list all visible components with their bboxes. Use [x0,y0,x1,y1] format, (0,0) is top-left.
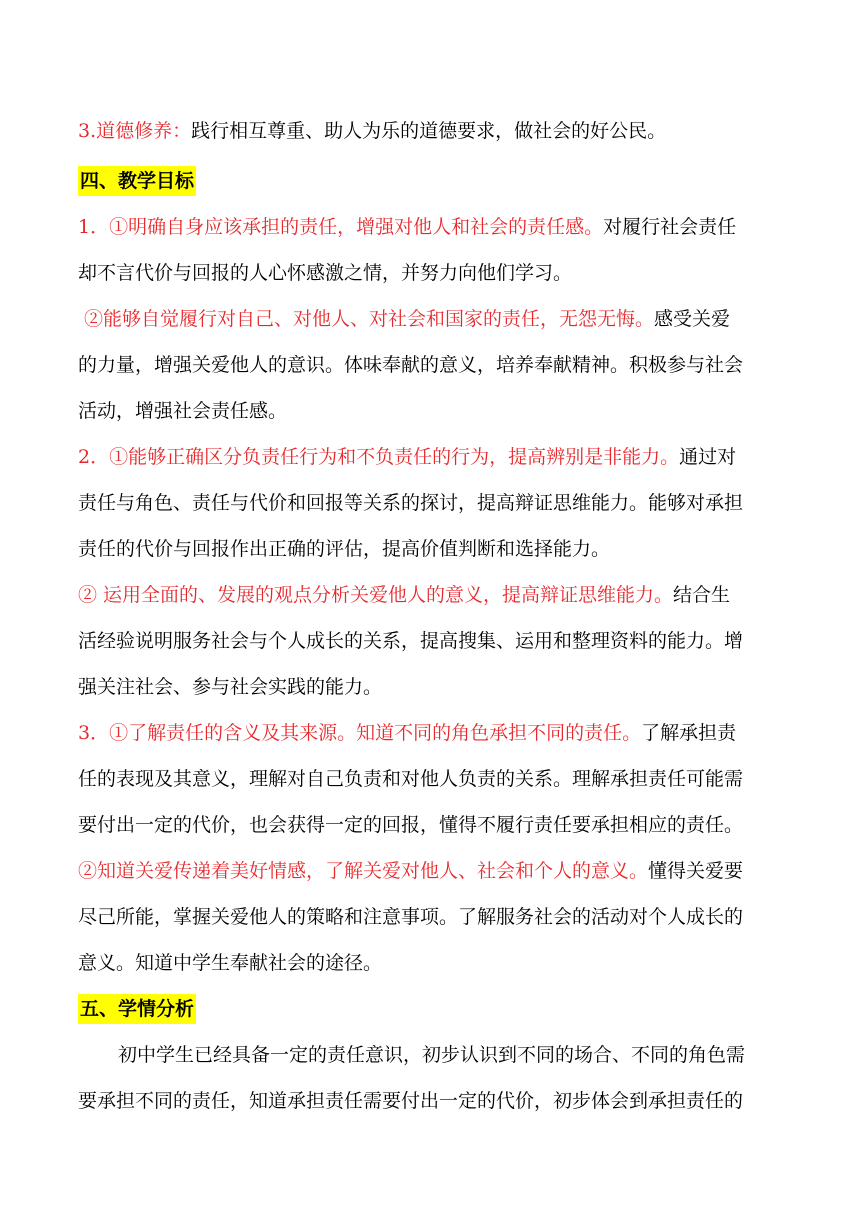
moral-cultivation-text: 践行相互尊重、助人为乐的道德要求，做社会的好公民。 [191,120,667,142]
analysis-line2: 要承担不同的责任，知道承担责任需要付出一定的代价，初步体会到承担责任的 [78,1090,744,1112]
analysis-line1: 初中学生已经具备一定的责任意识，初步认识到不同的场合、不同的角色需 [118,1044,746,1066]
moral-cultivation-label: 3.道德修养： [78,120,192,142]
goal3-line3: 要付出一定的代价，也会获得一定的回报，懂得不履行责任要承担相应的责任。 [78,814,744,836]
goal1-a-black: 对履行社会责任 [603,216,737,238]
goal2-b-red: ② 运用全面的、发展的观点分析关爱他人的意义，提高辩证思维能力。 [78,584,674,606]
goal2-b-black: 结合生 [673,584,731,606]
document-page [78,108,784,1124]
goal2-line2: 责任与角色、责任与代价和回报等关系的探讨，提高辩证思维能力。能够对承担 [78,492,744,514]
goal2-line6: 强关注社会、参与社会实践的能力。 [78,676,383,698]
teaching-goals-heading-row [78,158,784,204]
goal2-a-black: 通过对 [679,446,737,468]
goal1-line2: 却不言代价与回报的人心怀感激之情，并努力向他们学习。 [78,262,573,284]
goal2-line5: 活经验说明服务社会与个人成长的关系，提高搜集、运用和整理资料的能力。增 [78,630,744,652]
goal3-line5: 尽己所能，掌握关爱他人的策略和注意事项。了解服务社会的活动对个人成长的 [78,906,744,928]
goal1-line3 [78,296,784,342]
goal3-line2: 任的表现及其意义，理解对自己负责和对他人负责的关系。理解承担责任可能需 [78,768,744,790]
goal1-line5: 活动，增强社会责任感。 [78,400,288,422]
teaching-goals-heading: 四、教学目标 [78,166,196,196]
goal3-line1 [78,710,784,756]
goal3-line4 [78,848,784,894]
goal1-a-red: 1．①明确自身应该承担的责任，增强对他人和社会的责任感。 [78,216,604,238]
goal2-a-red: 2．①能够正确区分负责任行为和不负责任的行为，提高辨别是非能力。 [78,446,680,468]
goal3-a-black: 了解承担责 [641,722,737,744]
goal1-b-black: 感受关爱 [654,308,731,330]
moral-cultivation-line [78,108,784,154]
learner-analysis-heading: 五、学情分析 [78,994,196,1024]
learner-analysis-heading-row [78,986,784,1032]
goal1-line4: 的力量，增强关爱他人的意识。体味奉献的意义，培养奉献精神。积极参与社会 [78,354,744,376]
goal2-line4 [78,572,784,618]
goal3-b-red: ②知道关爱传递着美好情感，了解关爱对他人、社会和个人的意义。 [78,860,649,882]
goal3-line6: 意义。知道中学生奉献社会的途径。 [78,952,383,974]
goal3-b-black: 懂得关爱要 [648,860,744,882]
goal1-b-red: ②能够自觉履行对自己、对他人、对社会和国家的责任，无怨无悔。 [84,308,655,330]
goal2-line3: 责任的代价与回报作出正确的评估，提高价值判断和选择能力。 [78,538,611,560]
goal1-line1 [78,204,784,250]
goal3-a-red: 3．①了解责任的含义及其来源。知道不同的角色承担不同的责任。 [78,722,642,744]
goal2-line1 [78,434,784,480]
